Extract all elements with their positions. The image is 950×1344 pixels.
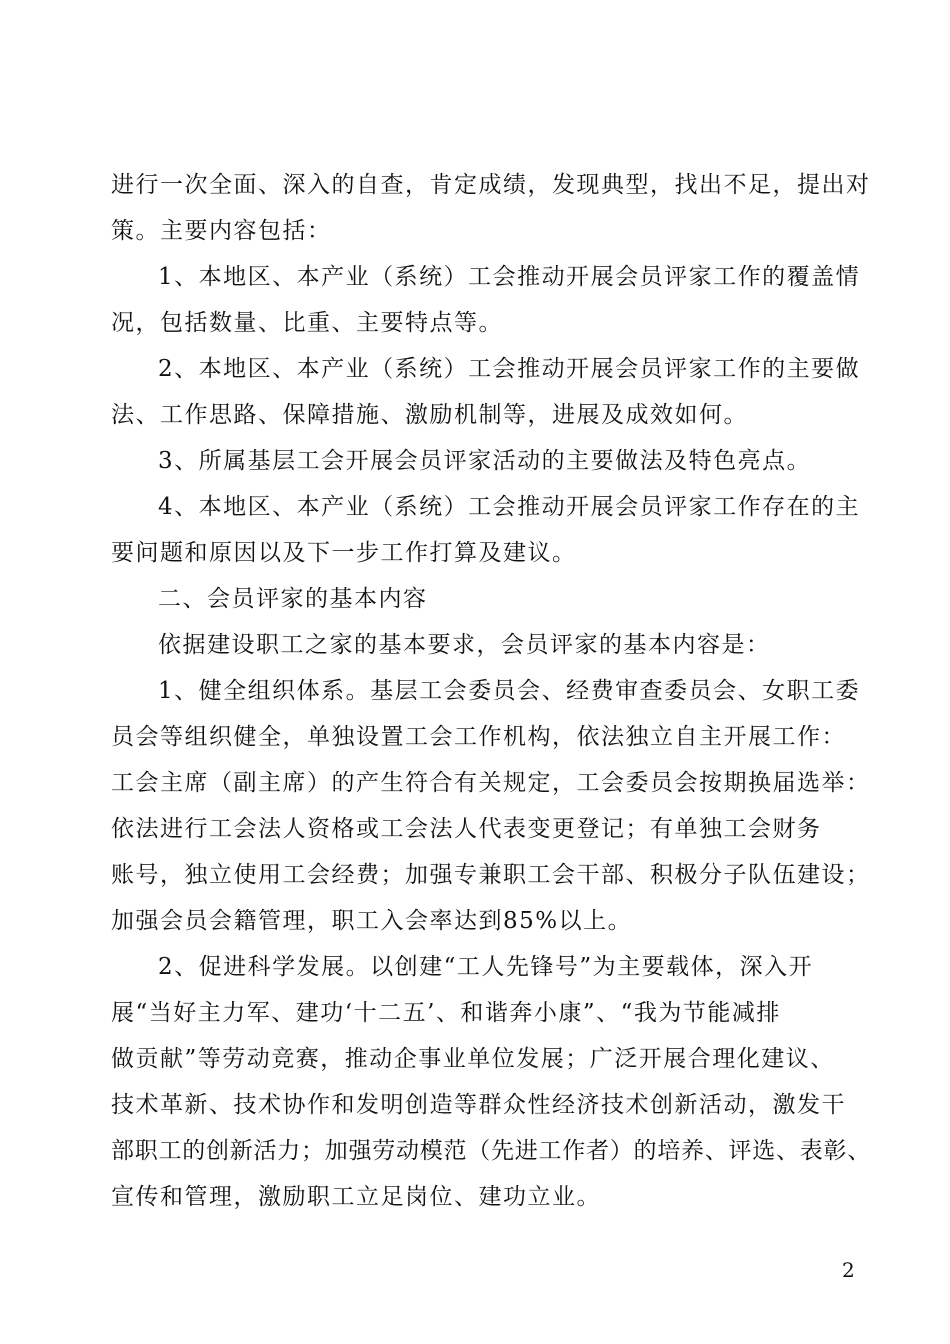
body-line-3: 1、本地区、本产业（系统）工会推动开展会员评家工作的覆盖情 [158, 264, 861, 290]
body-line-21: 技术革新、技术协作和发明创造等群众性经济技术创新活动，激发干 [111, 1092, 846, 1118]
body-line-7: 3、所属基层工会开展会员评家活动的主要做法及特色亮点。 [158, 448, 812, 474]
body-line-16: 账号，独立使用工会经费；加强专兼职工会干部、积极分子队伍建设； [111, 862, 871, 888]
section-heading: 二、会员评家的基本内容 [158, 586, 428, 612]
body-line-14: 工会主席（副主席）的产生符合有关规定，工会委员会按期换届选举： [111, 770, 871, 796]
body-line-4: 况，包括数量、比重、主要特点等。 [111, 310, 503, 336]
body-line-20: 做贡献”等劳动竞赛，推动企事业单位发展；广泛开展合理化建议、 [111, 1046, 835, 1072]
body-line-13: 员会等组织健全，单独设置工会工作机构，依法独立自主开展工作： [111, 724, 846, 750]
body-line-23: 宣传和管理，激励职工立足岗位、建功立业。 [111, 1184, 601, 1210]
body-line-22: 部职工的创新活力；加强劳动模范（先进工作者）的培养、评选、表彰、 [111, 1138, 871, 1164]
body-line-11: 依据建设职工之家的基本要求，会员评家的基本内容是： [158, 632, 771, 658]
body-line-15: 依法进行工会法人资格或工会法人代表变更登记；有单独工会财务 [111, 816, 822, 842]
body-line-12: 1、健全组织体系。基层工会委员会、经费审查委员会、女职工委 [158, 678, 861, 704]
body-line-19: 展“当好主力军、建功‘十二五’、和谐奔小康”、“我为节能减排 [111, 1000, 781, 1026]
body-line-9: 要问题和原因以及下一步工作打算及建议。 [111, 540, 577, 566]
body-line-8: 4、本地区、本产业（系统）工会推动开展会员评家工作存在的主 [158, 494, 861, 520]
body-line-1: 进行一次全面、深入的自查，肯定成绩，发现典型，找出不足，提出对 [111, 172, 871, 198]
body-line-2: 策。主要内容包括： [111, 218, 332, 244]
body-line-18: 2、促进科学发展。以创建“工人先锋号”为主要载体，深入开 [158, 954, 814, 980]
body-line-17: 加强会员会籍管理，职工入会率达到85%以上。 [111, 908, 633, 934]
page-number: 2 [842, 1258, 855, 1282]
body-line-6: 法、工作思路、保障措施、激励机制等，进展及成效如何。 [111, 402, 748, 428]
body-line-5: 2、本地区、本产业（系统）工会推动开展会员评家工作的主要做 [158, 356, 861, 382]
